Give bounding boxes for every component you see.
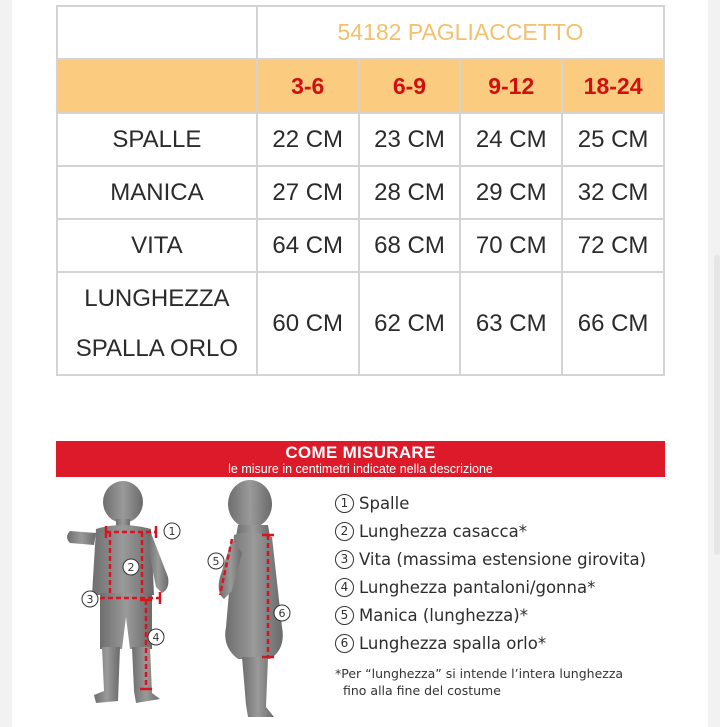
row-label: MANICA bbox=[57, 166, 257, 219]
legend-item bbox=[335, 517, 665, 545]
legend-label: Lunghezza pantaloni/gonna* bbox=[359, 577, 596, 597]
marker-4-icon bbox=[148, 629, 164, 645]
legend-label: Lunghezza casacca* bbox=[359, 521, 527, 541]
marker-6-icon bbox=[274, 605, 290, 621]
number-circle-icon: 3 bbox=[335, 550, 354, 569]
measure-cell: 25 CM bbox=[562, 113, 664, 166]
legend-label: Manica (lunghezza)* bbox=[359, 605, 528, 625]
number-circle-icon: 5 bbox=[335, 606, 354, 625]
marker-label: 2 bbox=[127, 561, 135, 574]
measure-cell: 64 CM bbox=[257, 219, 359, 272]
measurement-legend bbox=[335, 489, 665, 657]
measure-cell: 24 CM bbox=[460, 113, 562, 166]
marker-1-icon bbox=[164, 523, 180, 539]
measure-cell: 32 CM bbox=[562, 166, 664, 219]
marker-label: 3 bbox=[86, 593, 94, 606]
empty-header-cell bbox=[57, 59, 257, 113]
legend-item bbox=[335, 601, 665, 629]
legend-item bbox=[335, 629, 665, 657]
size-table bbox=[56, 5, 665, 376]
number-circle-icon: 6 bbox=[335, 634, 354, 653]
size-header: 3-6 bbox=[257, 59, 359, 113]
banner-subtitle: le misure in centimetri indicate nella descrizione bbox=[228, 462, 493, 476]
number-circle-icon: 1 bbox=[335, 494, 354, 513]
table-row bbox=[57, 219, 664, 272]
row-label bbox=[57, 272, 257, 375]
measure-cell: 70 CM bbox=[460, 219, 562, 272]
size-header: 6-9 bbox=[359, 59, 461, 113]
measure-cell: 27 CM bbox=[257, 166, 359, 219]
measure-cell: 23 CM bbox=[359, 113, 461, 166]
measure-cell: 60 CM bbox=[257, 272, 359, 375]
legend-label: Vita (massima estensione girovita) bbox=[359, 549, 647, 569]
size-header: 18-24 bbox=[562, 59, 664, 113]
front-child-figure bbox=[67, 481, 168, 703]
legend-label: Lunghezza spalla orlo* bbox=[359, 633, 547, 653]
measure-cell: 66 CM bbox=[562, 272, 664, 375]
size-header-row bbox=[57, 59, 664, 113]
how-to-measure-banner bbox=[56, 441, 665, 477]
legend-item bbox=[335, 489, 665, 517]
row-label: VITA bbox=[57, 219, 257, 272]
child-figures-illustration bbox=[56, 477, 326, 727]
legend-label: Spalle bbox=[359, 493, 410, 513]
how-to-measure-panel bbox=[56, 441, 665, 727]
product-title: 54182 PAGLIACCETTO bbox=[257, 6, 664, 59]
marker-label: 5 bbox=[212, 555, 220, 568]
number-circle-icon: 2 bbox=[335, 522, 354, 541]
empty-corner-cell bbox=[57, 6, 257, 59]
footnote-line: fino alla fine del costume bbox=[343, 683, 501, 698]
measure-cell: 28 CM bbox=[359, 166, 461, 219]
legend-item bbox=[335, 573, 665, 601]
table-row bbox=[57, 113, 664, 166]
marker-5-icon bbox=[208, 553, 224, 569]
length-footnote bbox=[335, 665, 665, 699]
measure-cell: 68 CM bbox=[359, 219, 461, 272]
marker-2-icon bbox=[123, 559, 139, 575]
page-scrollbar[interactable] bbox=[714, 255, 720, 555]
footnote-line: *Per “lunghezza” si intende l’intera lunghezza bbox=[335, 666, 624, 681]
row-label-line: SPALLA ORLO bbox=[75, 334, 239, 362]
row-label: SPALLE bbox=[57, 113, 257, 166]
table-row bbox=[57, 166, 664, 219]
size-header: 9-12 bbox=[460, 59, 562, 113]
marker-3-icon bbox=[82, 591, 98, 607]
legend-item bbox=[335, 545, 665, 573]
measure-cell: 29 CM bbox=[460, 166, 562, 219]
measure-cell: 63 CM bbox=[460, 272, 562, 375]
table-title-row bbox=[57, 6, 664, 59]
measure-cell: 72 CM bbox=[562, 219, 664, 272]
banner-title: COME MISURARE bbox=[285, 443, 436, 462]
measure-cell: 62 CM bbox=[359, 272, 461, 375]
row-label-line: LUNGHEZZA bbox=[84, 284, 230, 312]
side-child-figure bbox=[219, 480, 283, 717]
marker-label: 1 bbox=[168, 525, 176, 538]
table-row bbox=[57, 272, 664, 375]
marker-label: 6 bbox=[278, 607, 286, 620]
page bbox=[12, 0, 708, 727]
measure-cell: 22 CM bbox=[257, 113, 359, 166]
number-circle-icon: 4 bbox=[335, 578, 354, 597]
marker-label: 4 bbox=[152, 631, 160, 644]
